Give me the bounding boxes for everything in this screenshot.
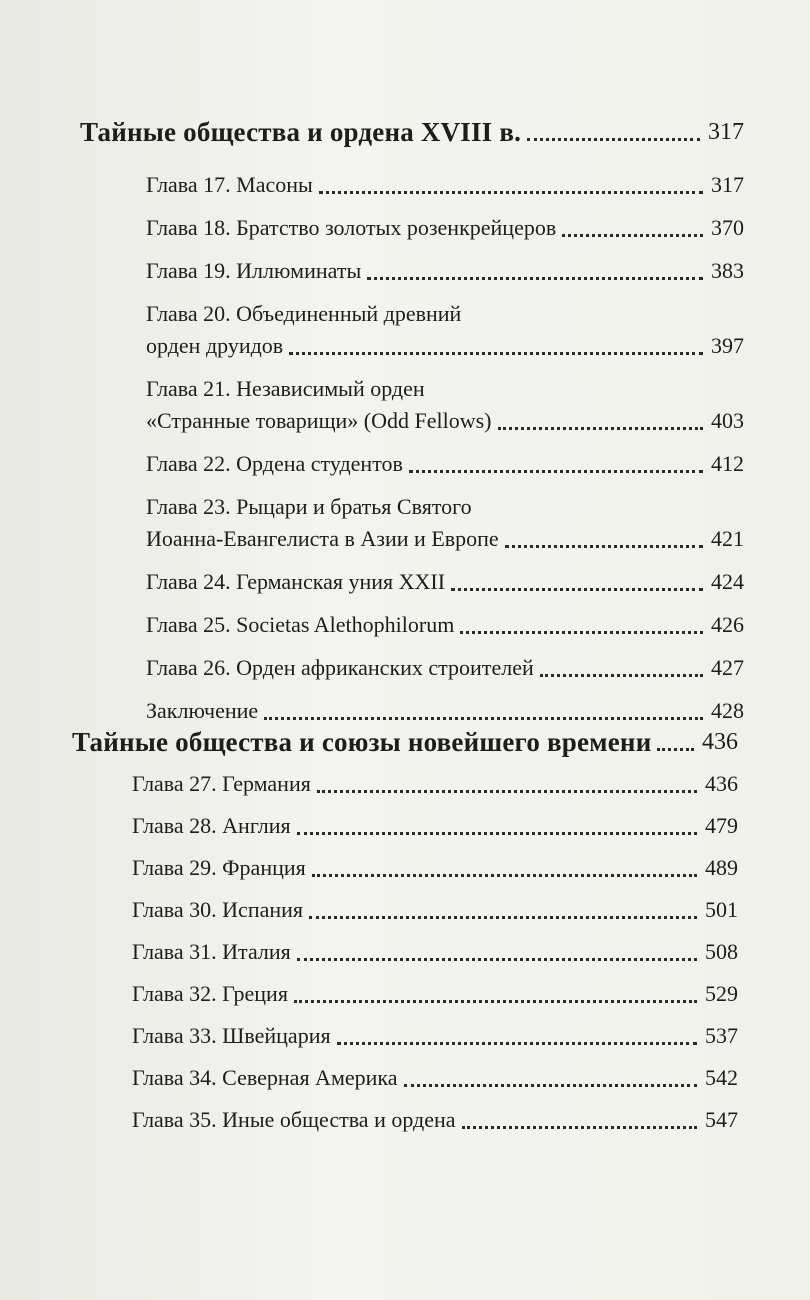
chapter-title: «Странные товарищи» (Odd Fellows) [146,408,492,433]
section-heading [80,116,744,148]
page-number: 397 [711,333,744,358]
chapter-title: Глава 18. Братство золотых розенкрейцеров [146,215,557,240]
dot-leader [312,874,697,877]
page-number: 537 [705,1023,738,1048]
page-number: 489 [705,855,738,880]
page-number: 542 [705,1065,738,1090]
toc-entry [132,1062,738,1094]
dot-leader [289,352,703,355]
chapter-title: Глава 31. Италия [132,939,291,964]
dot-leader [264,717,703,720]
dot-leader [319,191,703,194]
chapter-title-line1: Глава 20. Объединенный древний [146,301,462,326]
toc-entry [146,298,744,362]
page-number: 547 [705,1107,738,1132]
toc-entry [146,212,744,244]
chapter-title: Глава 29. Франция [132,855,306,880]
toc-entry [132,1104,738,1136]
dot-leader [657,748,694,751]
page-number: 427 [711,655,744,680]
toc-entry [132,1020,738,1052]
toc-entry [132,810,738,842]
toc-entry [132,978,738,1010]
toc-entry [146,652,744,684]
toc-section-18th-century [80,116,744,727]
page-number: 529 [705,981,738,1006]
chapter-title: Заключение [146,698,259,723]
toc-entry [146,255,744,287]
chapter-title: Глава 25. Societas Alethophilorum [146,612,455,637]
chapter-title: Глава 28. Англия [132,813,291,838]
chapter-title: Глава 35. Иные общества и ордена [132,1107,456,1132]
toc-entry [132,894,738,926]
dot-leader [294,1000,697,1003]
chapter-title: Глава 26. Орден африканских строителей [146,655,534,680]
toc-entry [146,373,744,437]
dot-leader [409,470,703,473]
toc-entry [132,936,738,968]
toc-entry [132,768,738,800]
page-number: 436 [705,771,738,796]
section-title: Тайные общества и ордена XVIII в. [80,117,522,147]
chapter-title: Глава 34. Северная Америка [132,1065,398,1090]
chapter-title: Глава 27. Германия [132,771,311,796]
toc-entry [146,169,744,201]
chapter-title: Глава 32. Греция [132,981,288,1006]
dot-leader [540,674,703,677]
chapter-title: Глава 19. Иллюминаты [146,258,362,283]
toc-entry [132,852,738,884]
chapter-title: Глава 30. Испания [132,897,304,922]
dot-leader [460,631,703,634]
dot-leader [462,1126,697,1129]
page-number: 412 [711,451,744,476]
page-number: 479 [705,813,738,838]
page-number: 383 [711,258,744,283]
toc-entry [146,609,744,641]
chapter-title: Глава 22. Ордена студентов [146,451,403,476]
chapter-title: Глава 24. Германская уния XXII [146,569,446,594]
section-heading [72,726,738,758]
toc-entry [146,566,744,598]
dot-leader [451,588,703,591]
page-number: 421 [711,526,744,551]
chapter-title: орден друидов [146,333,284,358]
toc-entry [146,695,744,727]
toc-entry [146,448,744,480]
dot-leader [309,916,697,919]
page-number: 317 [708,119,744,145]
section-title: Тайные общества и союзы новейшего времени [72,727,652,757]
dot-leader [505,545,703,548]
page-number: 436 [702,729,738,755]
dot-leader [297,958,697,961]
chapter-title-line1: Глава 21. Независимый орден [146,376,425,401]
dot-leader [317,790,697,793]
dot-leader [367,277,703,280]
dot-leader [337,1042,697,1045]
chapter-title: Глава 33. Швейцария [132,1023,331,1048]
page-number: 508 [705,939,738,964]
page-number: 501 [705,897,738,922]
dot-leader [562,234,703,237]
page-number: 426 [711,612,744,637]
chapter-title-line1: Глава 23. Рыцари и братья Святого [146,494,472,519]
dot-leader [404,1084,697,1087]
dot-leader [498,427,703,430]
toc-section-modern-times [72,726,738,1136]
page-number: 403 [711,408,744,433]
page-number: 370 [711,215,744,240]
toc-entry [146,491,744,555]
chapter-title: Глава 17. Масоны [146,172,313,197]
chapter-title: Иоанна-Евангелиста в Азии и Европе [146,526,499,551]
dot-leader [527,138,700,141]
page-number: 424 [711,569,744,594]
page-number: 428 [711,698,744,723]
dot-leader [297,832,697,835]
page-number: 317 [711,172,744,197]
